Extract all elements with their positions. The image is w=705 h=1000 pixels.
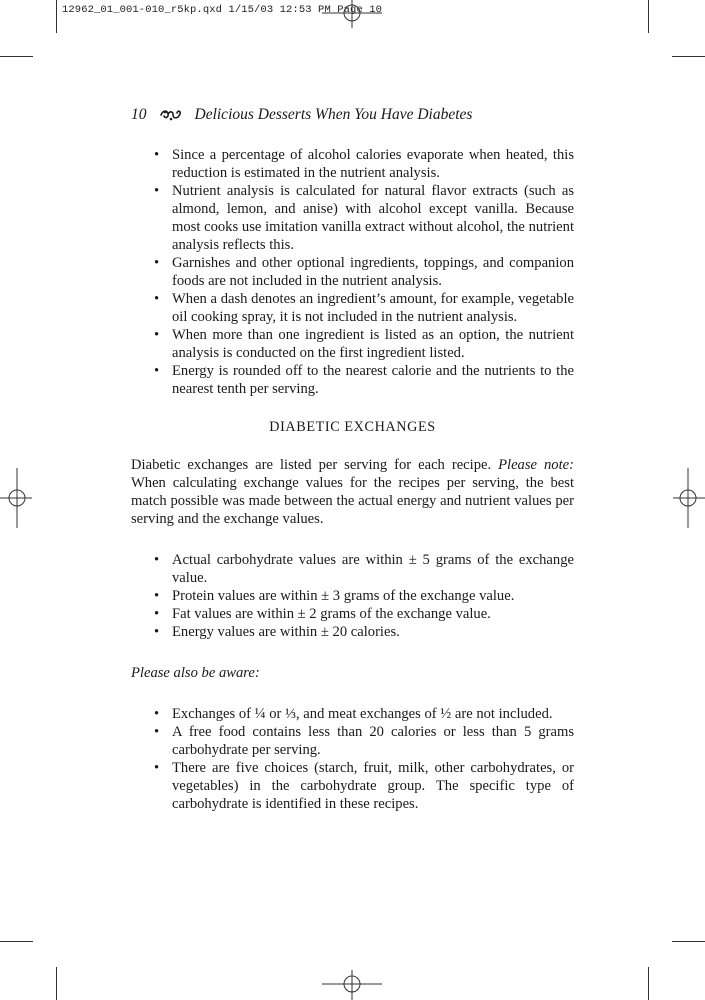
list-item: • Fat values are within ± 2 grams of the exchange value. [154,606,491,622]
bullet-icon: • [154,624,160,640]
page-number: 10 [131,106,147,123]
bullet-icon: • [154,147,160,163]
page-body [131,146,574,813]
list-item: • Garnishes and other optional ingredients, toppings, and companion foods are not included in the nutrient analysis. [154,255,574,289]
registration-mark-icon [322,0,382,28]
list-item: • When a dash denotes an ingredient’s amount, for example, vegetable oil cooking spray, it is not included in the nutrient analysis. [154,291,574,325]
crop-mark [672,56,705,57]
list-item: • Actual carbohydrate values are within ± 5 grams of the exchange value. [154,552,574,586]
crop-mark [0,56,33,57]
bullet-icon: • [154,363,160,379]
crop-mark [56,0,57,33]
bullet-icon: • [154,706,160,722]
intro-paragraph: Diabetic exchanges are listed per serving for each recipe. Please note: When calculating exchange values for the recipes per serving, the best match possible was made between the actual energy and nutrient values per serving and the exchange values. [131,457,574,527]
crop-mark [648,967,649,1000]
section-heading: DIABETIC EXCHANGES [269,419,436,435]
bullet-icon: • [154,588,160,604]
list-item: • When more than one ingredient is listed as an option, the nutrient analysis is conducted on the first ingredient listed. [154,327,574,361]
decorative-flourish-icon [159,108,183,122]
crop-mark [56,967,57,1000]
crop-mark [0,941,33,942]
bullet-icon: • [154,291,160,307]
bullet-icon: • [154,760,160,776]
printer-slug: 12962_01_001-010_r5kp.qxd 1/15/03 12:53 PM Page 10 [62,4,383,16]
crop-mark [648,0,649,33]
bullet-icon: • [154,724,160,740]
bullet-icon: • [154,327,160,343]
bullet-icon: • [154,255,160,271]
aware-heading: Please also be aware: [131,665,260,681]
list-item: • Energy is rounded off to the nearest calorie and the nutrients to the nearest tenth per serving. [154,363,574,397]
bullet-icon: • [154,183,160,199]
list-item: • A free food contains less than 20 calories or less than 5 grams carbohydrate per serving. [154,724,574,758]
registration-mark-icon [322,970,382,1000]
running-head [131,106,611,124]
crop-mark [672,941,705,942]
list-item: • Protein values are within ± 3 grams of the exchange value. [154,588,515,604]
aware-list [131,705,574,813]
list-item: • Energy values are within ± 20 calories. [154,624,400,640]
note-label: Please note: [498,457,574,473]
exchange-values-list [131,551,574,641]
registration-mark-icon [673,468,705,528]
book-title: Delicious Desserts When You Have Diabetes [194,106,473,123]
list-item: • There are five choices (starch, fruit, milk, other carbohydrates, or vegetables) in the carbohydrate group. The specific type of carbohydrate is identified in these recipes. [154,760,574,812]
bullet-icon: • [154,606,160,622]
analysis-notes-list [131,146,574,398]
bullet-icon: • [154,552,160,568]
registration-mark-icon [0,468,32,528]
list-item: • Since a percentage of alcohol calories evaporate when heated, this reduction is estimated in the nutrient analysis. [154,147,574,181]
list-item: • Exchanges of ¼ or ⅓, and meat exchanges of ½ are not included. [154,706,553,722]
list-item: • Nutrient analysis is calculated for natural flavor extracts (such as almond, lemon, and anise) with alcohol except vanilla. Because most cooks use imitation vanilla extract without alcohol, the nutrient analysis reflects this. [154,183,574,253]
